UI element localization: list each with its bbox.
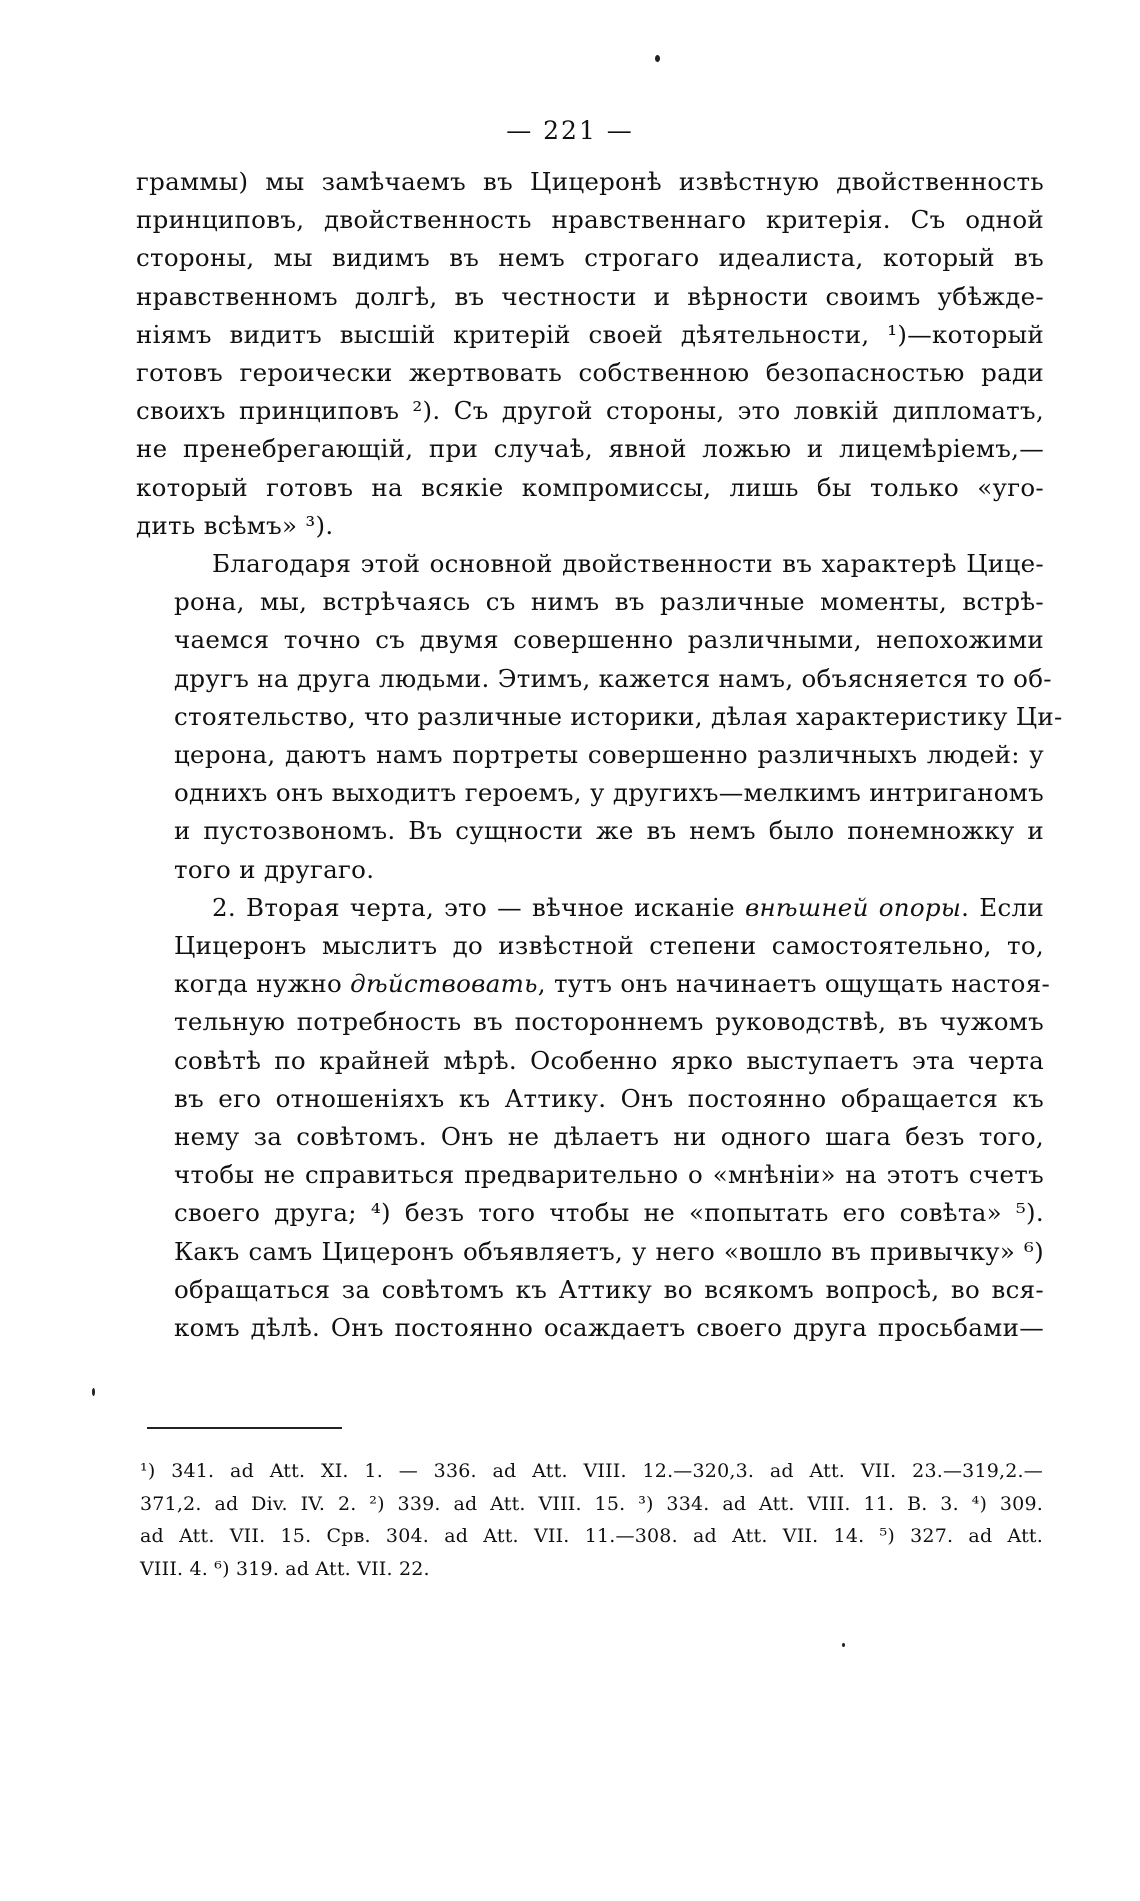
paragraph-3: [136, 889, 1051, 1347]
page-number: — 221 —: [506, 116, 634, 145]
text-line: ніямъ видитъ высшій критерій своей дѣятельности, ¹)—который: [136, 319, 1044, 349]
text-line: чаемся точно съ двумя совершенно различными, непохожими: [174, 625, 1044, 655]
text-line: обращаться за совѣтомъ къ Аттику во всякомъ вопросѣ, во вся-: [174, 1274, 1044, 1304]
text-line: въ его отношеніяхъ къ Аттику. Онъ постоянно обращается къ: [174, 1083, 1044, 1113]
text-line: церона, даютъ намъ портреты совершенно различныхъ людей: у: [174, 740, 1044, 770]
ink-speck: [92, 1388, 95, 1396]
text-line: чтобы не справиться предварительно о «мнѣніи» на этотъ счетъ: [174, 1160, 1044, 1190]
text-line: своихъ принциповъ ²). Съ другой стороны, это ловкій дипломатъ,: [136, 396, 1044, 426]
text-line: нему за совѣтомъ. Онъ не дѣлаетъ ни одного шага безъ того,: [174, 1122, 1044, 1152]
text-line: Какъ самъ Цицеронъ объявляетъ, у него «вошло въ привычку» ⁶): [174, 1236, 1044, 1266]
italic-emphasis: дѣйствовать: [350, 969, 538, 999]
footnotes: [140, 1455, 1043, 1585]
italic-emphasis: внѣшней опоры: [744, 892, 962, 922]
paragraph-1: [136, 163, 1044, 545]
text-line: который готовъ на всякіе компромиссы, лишь бы только «уго-: [136, 472, 1044, 502]
footnote-line: ¹) 341. ad Att. XI. 1. — 336. ad Att. VIII. 12.—320,3. ad Att. VII. 23.—319,2.—: [140, 1460, 1043, 1482]
text-line: 2. Вторая черта, это — вѣчное исканіе внѣшней опоры. Если: [212, 892, 1044, 922]
footnote-line: 371,2. ad Div. IV. 2. ²) 339. ad Att. VIII. 15. ³) 334. ad Att. VIII. 11. B. 3. ⁴) 309.: [140, 1492, 1043, 1515]
text-line: другъ на друга людьми. Этимъ, кажется намъ, объясняется то об-: [174, 663, 1052, 693]
text-line: стороны, мы видимъ въ немъ строгаго идеалиста, который въ: [136, 243, 1044, 273]
footnote-divider: [147, 1427, 342, 1429]
text-line: дить всѣмъ» ³).: [136, 510, 334, 540]
text-line: тельную потребность въ постороннемъ руководствѣ, въ чужомъ: [174, 1007, 1044, 1037]
footnote-line: VIII. 4. ⁶) 319. ad Att. VII. 22.: [140, 1557, 430, 1580]
text-line: и пустозвономъ. Въ сущности же въ немъ было понемножку и: [174, 816, 1044, 846]
text-line: того и другаго.: [174, 854, 375, 884]
text-line: готовъ героически жертвовать собственною безопасностью ради: [136, 358, 1044, 388]
text-line: Благодаря этой основной двойственности въ характерѣ Цице-: [212, 549, 1044, 579]
text-line: когда нужно дѣйствовать, тутъ онъ начинаетъ ощущать настоя-: [174, 969, 1051, 999]
text-line: стоятельство, что различные историки, дѣлая характеристику Ци-: [174, 701, 1063, 731]
paragraph-2: [136, 545, 1063, 889]
text-line: совѣтѣ по крайней мѣрѣ. Особенно ярко выступаетъ эта черта: [174, 1045, 1044, 1075]
ink-speck: [842, 1643, 845, 1647]
ink-speck: [655, 55, 660, 62]
text-line: Цицеронъ мыслитъ до извѣстной степени самостоятельно, то,: [174, 931, 1044, 961]
text-line: своего друга; ⁴) безъ того чтобы не «попытать его совѣта» ⁵).: [174, 1198, 1044, 1228]
text-line: нравственномъ долгѣ, въ честности и вѣрности своимъ убѣжде-: [136, 281, 1044, 311]
main-text: [136, 163, 1063, 1347]
text-line: не пренебрегающій, при случаѣ, явной ложью и лицемѣріемъ,—: [136, 434, 1044, 464]
text-line: однихъ онъ выходитъ героемъ, у другихъ—мелкимъ интриганомъ: [174, 778, 1044, 808]
text-line: граммы) мы замѣчаемъ въ Цицеронѣ извѣстную двойственность: [136, 167, 1044, 196]
text-line: комъ дѣлѣ. Онъ постоянно осаждаетъ своего друга просьбами—: [174, 1313, 1044, 1343]
footnote-line: ad Att. VII. 15. Срв. 304. ad Att. VII. 11.—308. ad Att. VII. 14. ⁵) 327. ad Att.: [140, 1525, 1043, 1547]
text-line: принциповъ, двойственность нравственнаго критерія. Съ одной: [136, 205, 1044, 235]
text-line: рона, мы, встрѣчаясь съ нимъ въ различные моменты, встрѣ-: [174, 587, 1044, 617]
